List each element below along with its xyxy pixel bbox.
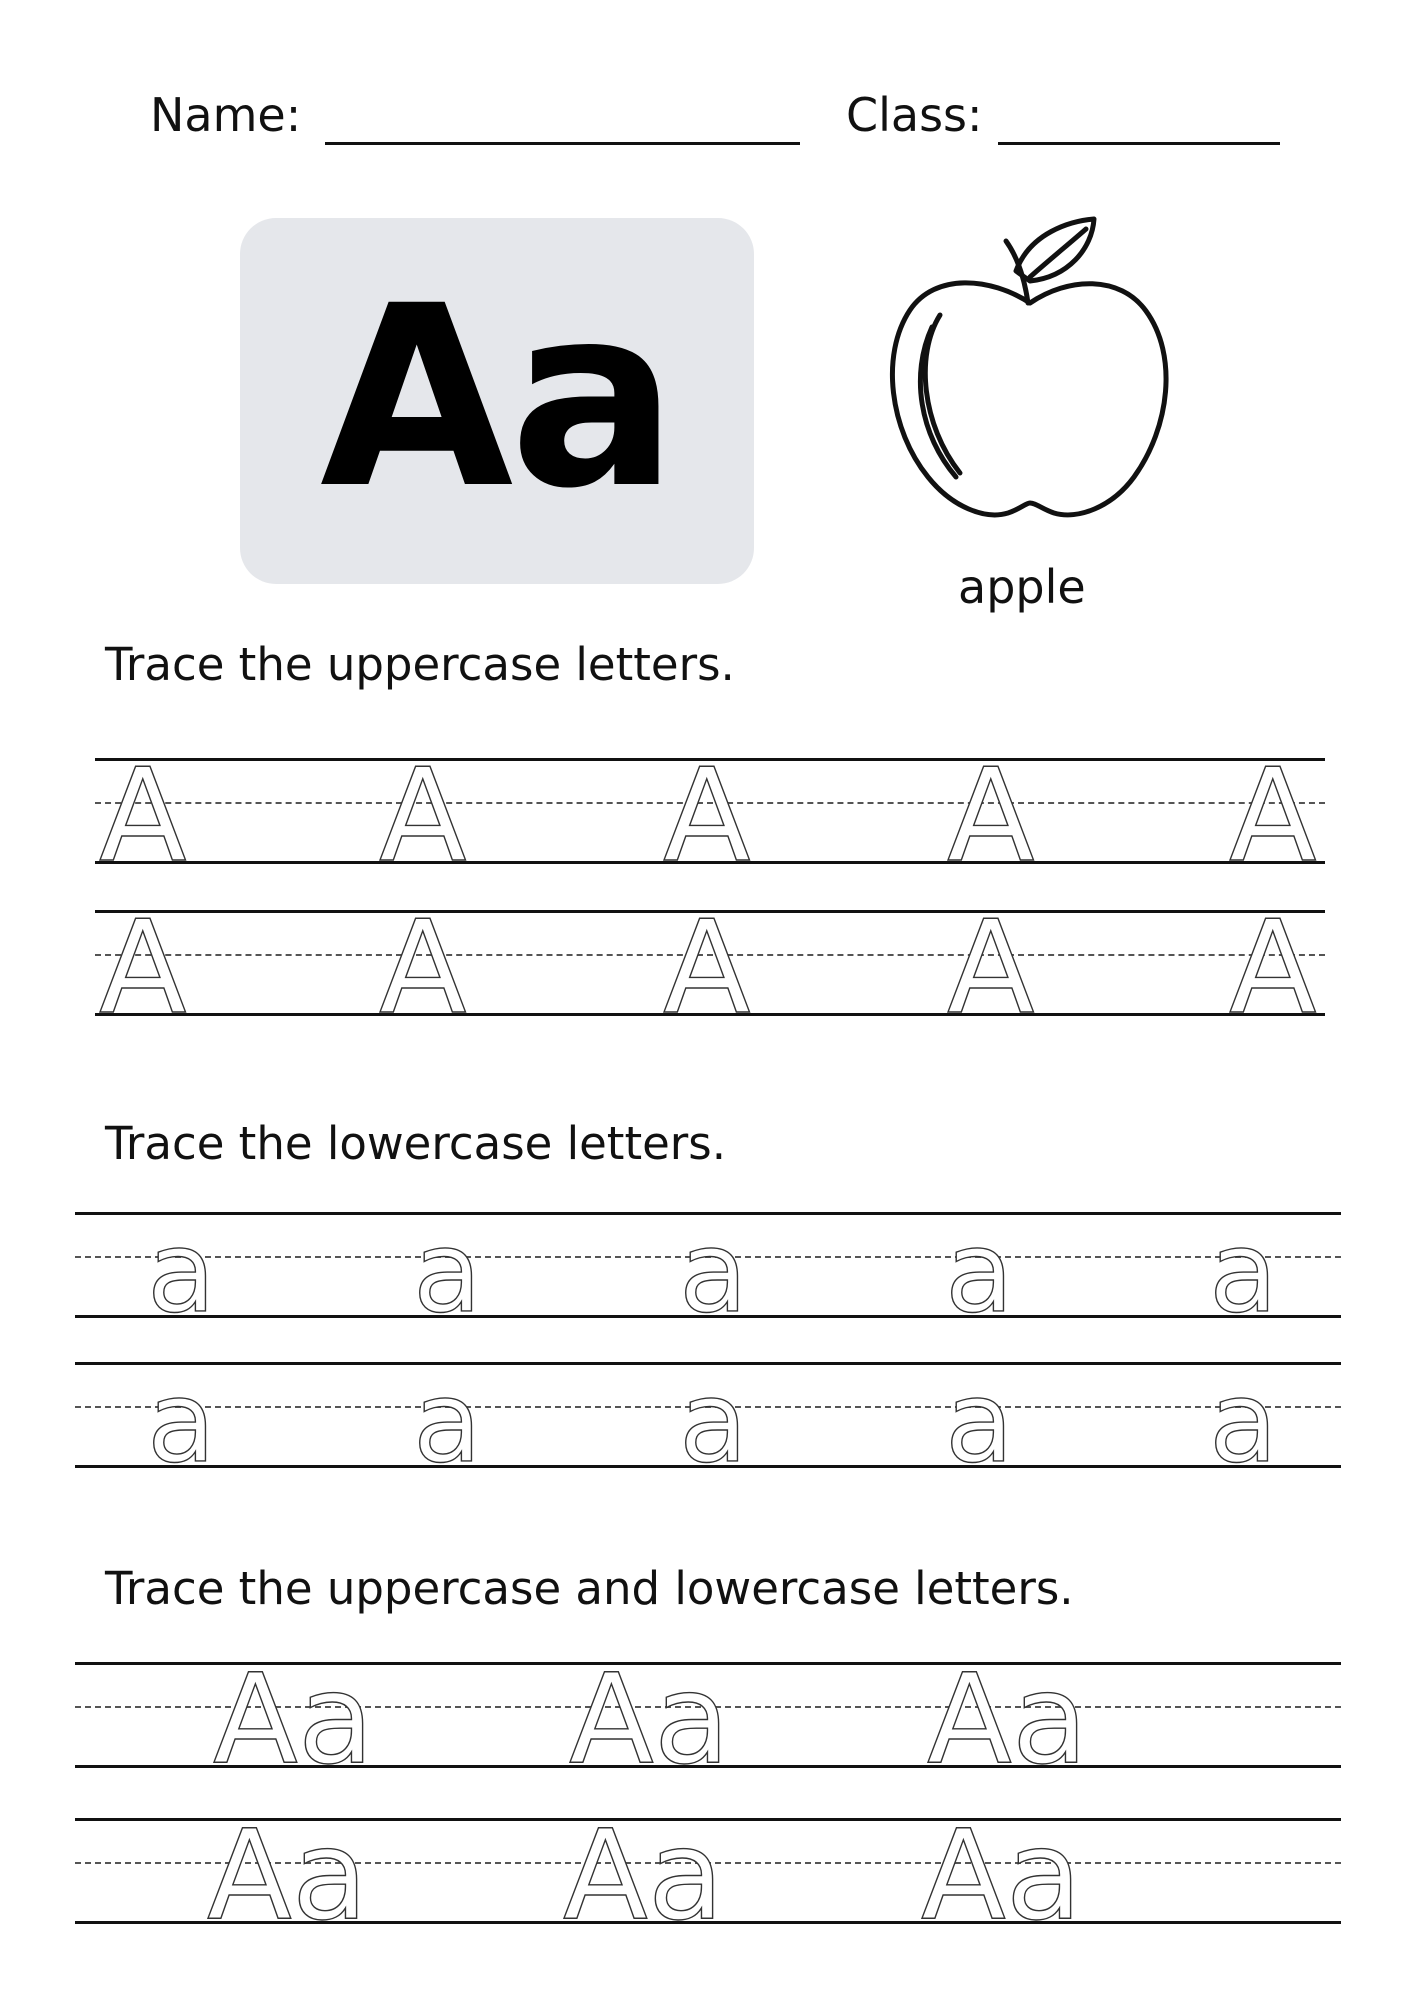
instruction-uppercase: Trace the uppercase letters. bbox=[105, 638, 735, 691]
letter-card bbox=[240, 218, 754, 584]
trace-letter: a bbox=[945, 1208, 1014, 1338]
trace-letter: A bbox=[379, 894, 467, 1043]
featured-word: apple bbox=[958, 560, 1086, 614]
lowercase-row-2[interactable] bbox=[75, 1358, 1341, 1488]
class-label: Class: bbox=[846, 88, 983, 142]
trace-letter: A bbox=[947, 742, 1035, 891]
name-field[interactable] bbox=[325, 142, 800, 145]
trace-letters: Aa bbox=[207, 1804, 368, 1948]
mixed-row-2[interactable] bbox=[75, 1804, 1341, 1948]
trace-letter: A bbox=[663, 742, 751, 891]
trace-letter: A bbox=[99, 742, 187, 891]
trace-letter: a bbox=[945, 1358, 1014, 1488]
trace-letters: Aa bbox=[563, 1804, 724, 1948]
trace-letters: Aa bbox=[213, 1648, 374, 1792]
trace-letter: a bbox=[679, 1208, 748, 1338]
trace-letter: A bbox=[1229, 742, 1317, 891]
trace-letter: a bbox=[147, 1358, 216, 1488]
trace-letter: A bbox=[379, 742, 467, 891]
name-label: Name: bbox=[150, 88, 302, 142]
apple-illustration bbox=[880, 215, 1180, 535]
trace-letter: A bbox=[947, 894, 1035, 1043]
lowercase-row-1[interactable] bbox=[75, 1208, 1341, 1338]
trace-letter: a bbox=[679, 1358, 748, 1488]
uppercase-row-2[interactable] bbox=[95, 894, 1325, 1043]
trace-letter: a bbox=[413, 1208, 482, 1338]
instruction-lowercase: Trace the lowercase letters. bbox=[105, 1117, 727, 1170]
trace-letter: A bbox=[663, 894, 751, 1043]
trace-letters: Aa bbox=[927, 1648, 1088, 1792]
trace-letter: a bbox=[413, 1358, 482, 1488]
trace-letter: A bbox=[99, 894, 187, 1043]
trace-letter: a bbox=[1209, 1208, 1278, 1338]
mixed-row-1[interactable] bbox=[75, 1648, 1341, 1792]
class-field[interactable] bbox=[998, 142, 1280, 145]
featured-letters: Aa bbox=[319, 252, 675, 543]
uppercase-row-1[interactable] bbox=[95, 742, 1325, 891]
trace-letter: a bbox=[1209, 1358, 1278, 1488]
trace-letter: A bbox=[1229, 894, 1317, 1043]
instruction-mixed: Trace the uppercase and lowercase letters. bbox=[105, 1562, 1074, 1615]
trace-letters: Aa bbox=[921, 1804, 1082, 1948]
trace-letters: Aa bbox=[569, 1648, 730, 1792]
trace-letter: a bbox=[147, 1208, 216, 1338]
